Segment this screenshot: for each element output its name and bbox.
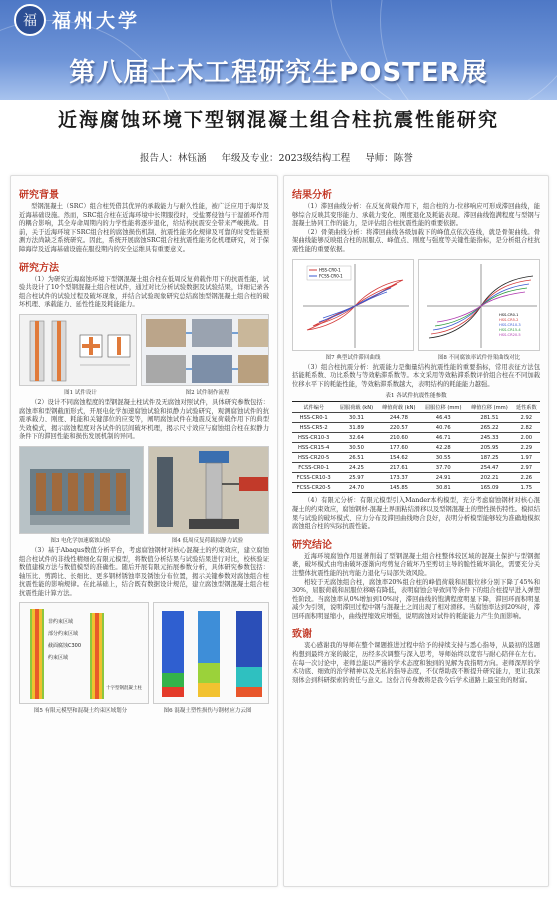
fig7-legend-2: FCSS-CR0-1 — [319, 273, 343, 279]
fig3-caption: 图3 电化学加速腐蚀试验 — [50, 537, 111, 544]
table-row — [292, 453, 540, 463]
table-cell: 26.51 — [335, 453, 377, 463]
quasi-static-test-photo — [148, 446, 269, 534]
table-cell: 217.61 — [378, 463, 420, 473]
table-cell: FCSS-CR10-3 — [292, 473, 335, 483]
seismic-params-table — [292, 401, 540, 493]
table-cell: 154.62 — [378, 453, 420, 463]
methods-text-2: （2）设计不同腐蚀程度的型钢混凝土柱试件及无腐蚀对照试件，具体研究参数包括：腐蚀率和型钢截面形式，开展电化学加速腐蚀试验和拟静力试验研究，观测腐蚀试件的抗震承载力、刚度、耗能和关键部位的应变等，阐明腐蚀试件在地震反复荷载作用下的典型失效模式，揭示腐蚀程度对各试件的层间破坏机理，揭示尺寸效应与腐蚀组合柱在拟静力条件下的滞回性能和损伤发展机制的异同。 — [19, 398, 269, 441]
fig8-caption: 图8 不同腐蚀率试件骨架曲线对比 — [437, 354, 521, 361]
table-cell: 2.97 — [513, 463, 540, 473]
table-cell: 24.91 — [420, 473, 466, 483]
university-logo: 福 — [14, 4, 46, 36]
background-text: 型钢混凝土（SRC）组合柱凭借其优异的承载能力与耐久性能，被广泛应用于海岸及近海基础设施。然而，SRC组合柱在近海环境中长期服役时，受盐雾侵蚀与干湿循环作用的耦合影响，其全寿命周期内的力学性能将逐步退化，给结构抗震安全带来严峻挑战。目前，关于近海环境下SRC组合柱的腐蚀损伤机制、抗震性能劣化规律及可靠的时变性能预测方法尚缺乏系统研究。因此，系统开展腐蚀SRC组合柱抗震性能劣化机理研究，对于保障海岸及近海基础设施在服役期内的安全运维具有重要意义。 — [19, 203, 269, 253]
fig8-legend-1: HSS-CR0-1 — [499, 312, 519, 317]
table-cell: 42.28 — [420, 443, 466, 453]
table-cell: 202.21 — [466, 473, 512, 483]
acknowledgement-text: 衷心感谢我的导师在整个课题推进过程中给予的持续支持与悉心指导，从最初的选题构想到最终方案的敲定，历经多次调整与深入思考，导师始终以宽容与耐心陪伴在左右。在每一次讨论中，老师总能以严谨的学术态度和独到的见解为我指明方向。老师深厚的学术功底、细致的治学精神以及无私的指导态度，不仅帮助我不断提升研究能力，更让我深刻体会到科研探索的责任与意义。这份言传身教将是我今后学术道路上最宝贵的财富。 — [292, 642, 540, 684]
table-header-row — [292, 402, 540, 413]
results-text-3: （3）组合柱抗震分析：抗震能力是衡量结构抗震性能的重要指标，常用表征方法包括能耗系数、功比系数与等效粘滞系数等。本文采用等效粘滞系数评价组合柱在不同加载位移水平下的耗能性能，等效粘滞系数越大，表明结构的耗能能力越强。 — [292, 363, 540, 388]
advisor: 导师：陈誉 — [365, 153, 413, 164]
table-cell: 173.37 — [378, 473, 420, 483]
table-cell: 32.64 — [335, 433, 377, 443]
table-cell: 220.57 — [378, 423, 420, 433]
fig8-legend-5: HSS-CR20-5 — [499, 332, 521, 337]
table-title: 表1 各试件抗震性能参数 — [385, 393, 447, 400]
university-name: 福州大学 — [52, 10, 141, 32]
table-cell: 265.22 — [466, 423, 512, 433]
fig7-legend-1: HSS-CR0-1 — [319, 267, 341, 273]
table-cell: 24.70 — [335, 483, 377, 493]
table-cell: 2.26 — [513, 473, 540, 483]
table-cell: 40.76 — [420, 423, 466, 433]
table-cell: 2.00 — [513, 433, 540, 443]
grade-major: 年级及专业：2023级结构工程 — [221, 153, 351, 164]
table-cell: 2.82 — [513, 423, 540, 433]
conclusion-text-2: 相较于无腐蚀组合柱，腐蚀率20%组合柱的峰值荷载和屈服位移分别下降了45%和30%，屈服荷载和屈服位移略有降低，表明腐蚀会导致同等条件下的组合柱提早进入弹塑性阶段。当腐蚀率从0%增加到10%时，滞回曲线的饱满程度明显下降，滞回环面积明显减少为引领，说明滞回过程中钢与混凝土之间出现了相对滑移。当腐蚀率达到20%时，滞回环面积明显缩小，曲线捏缩效应增强，说明腐蚀对试件的耗能能力产生负面影响。 — [292, 578, 540, 620]
th-specimen: 试件编号 — [292, 402, 335, 413]
table-cell: 145.85 — [378, 483, 420, 493]
fig6-caption: 图6 混凝土塑性损伤与钢材应力云图 — [163, 708, 252, 715]
byline — [140, 150, 425, 164]
methods-text-3: （3）基于Abaqus数值分析平台，考虑腐蚀钢材对核心混凝土的约束效应，建立腐蚀组合柱试件的非线性精细化有限元模型，将数值分析结果与试验结果进行对比，校核验证数值建模方法与数值模型的准确性。随后开展有限元拓展参数分析，具体研究参数包括：轴压比、剪跨比、长细比、更多钢材锈蚀率及锈蚀分布位置，揭示关键参数对腐蚀组合柱抗震性能的影响规律。在此基础上，结合既有数据设计规范，建立腐蚀型钢混凝土组合柱抗震性能计算方法。 — [19, 546, 269, 597]
methods-text-1: （1）为研究近海腐蚀环境下型钢混凝土组合柱在低周反复荷载作用下的抗震性能，试验共设计了10个型钢混凝土组合柱试件，通过对比分析试验数据及试验结果，详细记录各组合柱试件的试验过程及破坏现象，并结合试验现象研究总结腐蚀型钢混凝土组合柱的破坏机理、承载能力、延性性能及耗能能力。 — [19, 275, 269, 309]
section-heading-acknowledgement: 致谢 — [292, 629, 312, 641]
table-row — [292, 423, 540, 433]
section-heading-conclusions: 研究结论 — [292, 539, 332, 551]
table-row — [292, 463, 540, 473]
table-row — [292, 433, 540, 443]
th-peak-disp: 峰值位移 (mm) — [466, 402, 512, 413]
table-cell: 31.89 — [335, 423, 377, 433]
th-yield-load: 屈服荷载 (kN) — [335, 402, 377, 413]
results-text-2: （2）骨架曲线分析：将滞回曲线各级加载下的峰值点依次连线，就是骨架曲线。骨架曲线能够反映组合柱的屈服点、峰值点、刚度与强度等关键性能指标，是分析组合柱抗震性能的重要依据。 — [292, 228, 540, 253]
table-cell: 24.25 — [335, 463, 377, 473]
table-cell: 165.09 — [466, 483, 512, 493]
table-cell: 1.75 — [513, 483, 540, 493]
table-cell: 30.50 — [335, 443, 377, 453]
table-cell: 46.43 — [420, 413, 466, 423]
table-cell: 281.51 — [466, 413, 512, 423]
conclusion-text-1: 近海环境腐蚀作用显著削弱了型钢混凝土组合柱整体较区域的混凝土保护与型钢握裹，破坏模式由弯曲破坏逐渐向弯剪复合破坏乃至剪切主导的脆性破坏演化，需要充分关注整体抗震性能的抗弯能力退化与局部失效风险。 — [292, 552, 540, 577]
table-cell: HSS-CR5-2 — [292, 423, 335, 433]
table-cell: HSS-CR20-5 — [292, 453, 335, 463]
fig8-legend-4: HSS-CR15-4 — [499, 327, 521, 332]
table-cell: 25.97 — [335, 473, 377, 483]
table-cell: 244.78 — [378, 413, 420, 423]
table-cell: HSS-CR15-4 — [292, 443, 335, 453]
results-text-4: （4）有限元分析：有限元模型引入Mander本构模型，充分考虑腐蚀钢材对核心混凝土的约束效应，腐蚀钢材-混凝土界面粘结滑移以及型钢混凝土的塑性损伤特性。模拟结果与试验的破坏模式、应力分布及滞回曲线吻合良好，表明分析模型能够较为准确地模拟腐蚀组合柱的实际抗震性能。 — [292, 497, 540, 531]
damage-contour-figure — [153, 602, 269, 704]
fig7-caption: 图7 典型试件滞回曲线 — [325, 354, 381, 361]
results-text-1: （1）滞回曲线分析：在反复荷载作用下，组合柱的力-位移响应可形成滞回曲线，能够综合反映其变形能力、承载力变化、刚度退化及耗能表现。滞回曲线饱满程度与型钢与混凝土协同工作的能力，是评估组合柱抗震性能的重要依据。 — [292, 203, 540, 228]
fig5-label-partial: 部分约束区域 — [48, 631, 79, 638]
specimen-design-figure — [19, 314, 137, 386]
table-cell: FCSS-CR0-1 — [292, 463, 335, 473]
reporter: 报告人：林钰涵 — [140, 153, 207, 164]
fig8-legend-3: HSS-CR10-3 — [499, 322, 521, 327]
fig5-label-cross: 十字型钢混凝土柱 — [106, 686, 142, 692]
fig8-legend-2: HSS-CR5-2 — [499, 317, 519, 322]
th-yield-disp: 屈服位移 (mm) — [420, 402, 466, 413]
table-cell: 210.60 — [378, 433, 420, 443]
fabrication-figure — [141, 314, 269, 386]
table-row — [292, 473, 540, 483]
section-heading-results: 结果分析 — [292, 190, 332, 201]
section-heading-background: 研究背景 — [19, 190, 59, 201]
th-peak-load: 峰值荷载 (kN) — [378, 402, 420, 413]
table-cell: 205.95 — [466, 443, 512, 453]
th-ductility: 延性系数 — [513, 402, 540, 413]
left-column — [10, 175, 278, 887]
right-column — [283, 175, 549, 887]
table-cell: 177.60 — [378, 443, 420, 453]
table-cell: FCSS-CR20-5 — [292, 483, 335, 493]
corrosion-test-photo — [19, 446, 144, 534]
table-cell: 1.97 — [513, 453, 540, 463]
fig5-caption: 图5 有限元模型和混凝土约束区域划分 — [33, 708, 128, 715]
skeleton-curve-figure — [418, 259, 540, 351]
hysteresis-curve-figure — [292, 259, 414, 351]
table-cell: 2.29 — [513, 443, 540, 453]
table-cell: 245.33 — [466, 433, 512, 443]
table-cell: 2.92 — [513, 413, 540, 423]
fig4-caption: 图4 低周反复荷载拟静力试验 — [171, 537, 244, 544]
table-row — [292, 443, 540, 453]
fig5-label-corrosion: 截面腐蚀C300 — [48, 643, 82, 650]
table-row — [292, 413, 540, 423]
table-cell: HSS-CR0-1 — [292, 413, 335, 423]
table-row — [292, 483, 540, 493]
paper-title: 近海腐蚀环境下型钢混凝土组合柱抗震性能研究 — [57, 109, 499, 131]
table-cell: 30.81 — [420, 483, 466, 493]
table-cell: 30.31 — [335, 413, 377, 423]
event-title: 第八届土木工程研究生POSTER展 — [69, 58, 488, 88]
table-cell: 46.71 — [420, 433, 466, 443]
fig2-caption: 图2 试件制作流程 — [185, 389, 230, 396]
table-cell: 37.70 — [420, 463, 466, 473]
section-heading-methods: 研究方法 — [19, 262, 59, 274]
table-cell: 187.25 — [466, 453, 512, 463]
fig5-label-unconfined: 非约束区域 — [48, 619, 74, 626]
table-cell: HSS-CR10-3 — [292, 433, 335, 443]
fe-model-figure — [19, 602, 149, 704]
fig5-label-confined: 约束区域 — [48, 655, 69, 662]
table-cell: 254.47 — [466, 463, 512, 473]
fig1-caption: 图1 试件设计 — [64, 389, 97, 396]
header-banner — [0, 0, 557, 100]
table-cell: 30.55 — [420, 453, 466, 463]
